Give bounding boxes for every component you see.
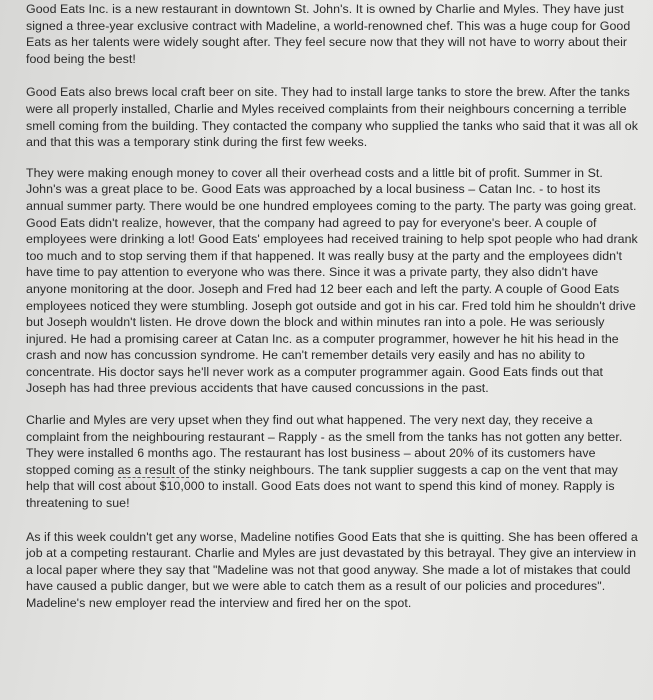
paragraph-1: Good Eats Inc. is a new restaurant in downtown St. John's. It is owned by Charlie and Myles. They have just signed a three-year exclusive contract with Madeline, a world-renowned chef. This was a huge coup for Good Eats as her talents were widely sought after. They feel secure now that they will not have to worry about their food being the best!: [26, 2, 631, 66]
paragraph-5: As if this week couldn't get any worse, Madeline notifies Good Eats that she is quitting. She has been offered a job at a competing restaurant. Charlie and Myles are just devastated by this betrayal. They give an interview in a local paper where they say that "Madeline was not that good anyway. She made a lot of mistakes that could have caused a public danger, but we were able to catch them as a result of our policies and procedures". Madeline's new employer read the interview and fired her on the spot.: [26, 529, 638, 610]
paragraph-4-text-before: Charlie and Myles are very upset when they find out what happened. The very next day, they receive a complaint from the neighbouring restaurant – Rapply - as the smell from the tanks has not gotten any better. They were installed 6 months ago. The restaurant has lost business – about 20% of its customers have stopped coming: [26, 413, 623, 477]
paragraph-4-text-after: the stinky neighbours. The tank supplier suggests a cap on the vent that may help that will cost about $10,000 to install. Good Eats does not want to spend this kind of money. Rapply is threatening to sue!: [26, 462, 618, 511]
paragraph-4: [26, 412, 639, 512]
underlined-phrase: as a result of: [117, 462, 190, 477]
paragraph-2: Good Eats also brews local craft beer on site. They had to install large tanks to store the brew. After the tanks were all properly installed, Charlie and Myles received complaints from their neighbours concerning a terrible smell coming from the building. They contacted the company who supplied the tanks who said that it was all ok and that this was a temporary stink during the first few weeks.: [26, 85, 638, 150]
paragraph-3: They were making enough money to cover all their overhead costs and a little bit of profit. Summer in St. John's was a great place to be. Good Eats was approached by a local business – Catan Inc. - to host its annual summer party. There would be one hundred employees coming to the party. The party was going great. Good Eats didn't realize, however, that the company had agreed to pay for everyone's beer. A couple of employees were drinking a lot! Good Eats' employees had received training to help spot people who had drank too much and to stop serving them if that happened. It was really busy at the party and the employees didn't have time to pay attention to everyone who was there. Since it was a private party, they also didn't have anyone monitoring at the door. Joseph and Fred had 12 beer each and left the party. A couple of Good Eats employees noticed they were stumbling. Joseph got outside and got in his car. Fred told him he shouldn't drive but Joseph wouldn't listen. He drove down the block and within minutes ran into a pole. He was seriously injured. He had a promising career at Catan Inc. as a computer programmer, however he hit his head in the crash and now has concussion syndrome. He can't remember details very easily and has no ability to concentrate. His doctor says he'll never work as a computer programmer again. Good Eats finds out that Joseph has had three previous accidents that have caused concussions in the past.: [26, 165, 638, 396]
